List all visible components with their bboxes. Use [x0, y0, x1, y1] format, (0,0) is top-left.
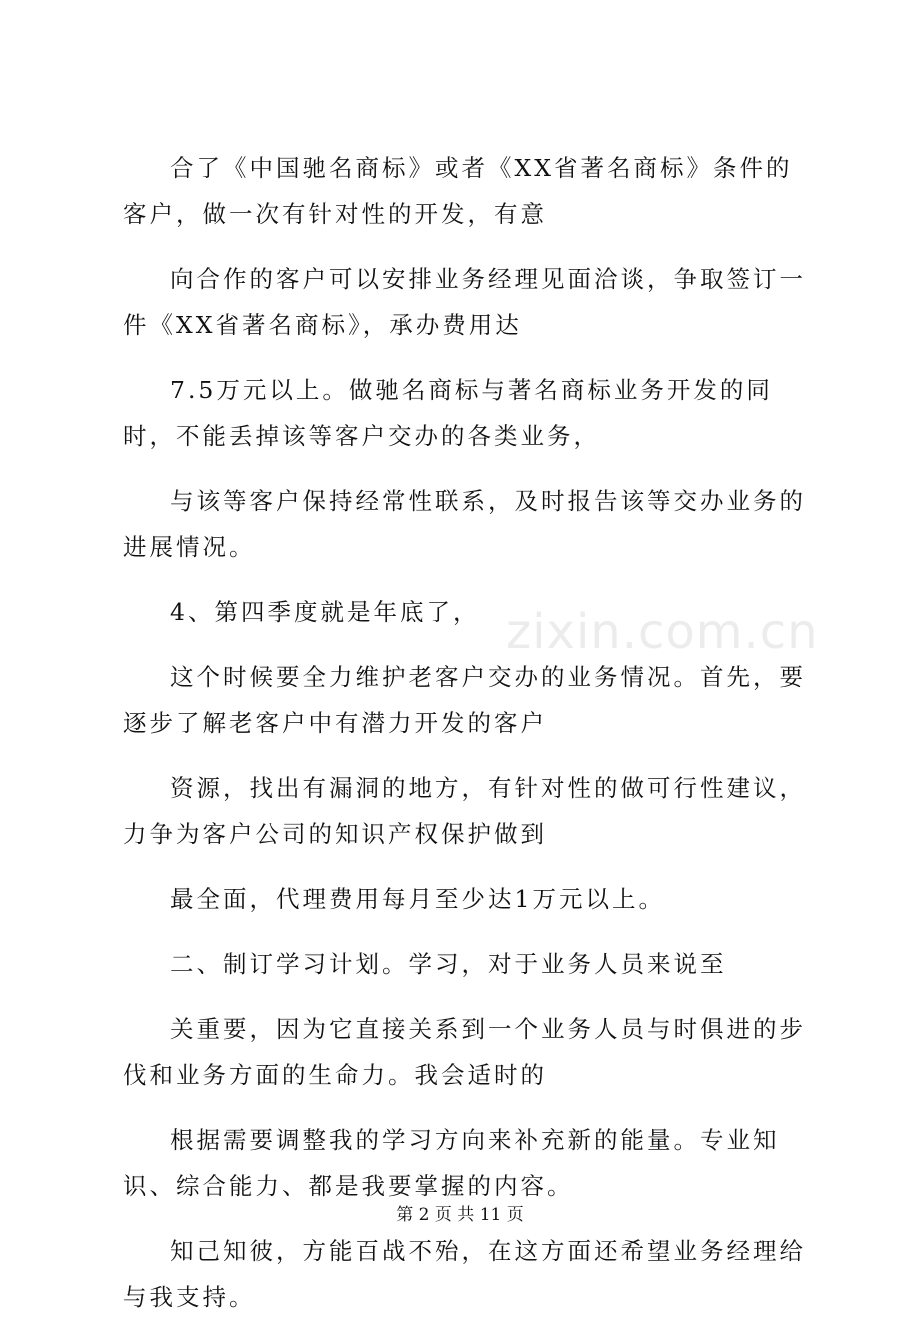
paragraph: 合了《中国驰名商标》或者《XX省著名商标》条件的客户，做一次有针对性的开发，有意: [123, 154, 793, 228]
paragraph: 根据需要调整我的学习方向来补充新的能量。专业知识、综合能力、都是我要掌握的内容。: [123, 1126, 780, 1200]
paragraph: 资源，找出有漏洞的地方，有针对性的做可行性建议，力争为客户公司的知识产权保护做到: [123, 774, 806, 848]
document-body: [123, 145, 813, 1339]
paragraph: 最全面，代理费用每月至少达1万元以上。: [170, 885, 665, 913]
paragraph: 二、制订学习计划。学习，对于业务人员来说至: [170, 950, 727, 978]
paragraph: 与该等客户保持经常性联系，及时报告该等交办业务的进展情况。: [123, 487, 806, 561]
paragraph: 这个时候要全力维护老客户交办的业务情况。首先，要逐步了解老客户中有潜力开发的客户: [123, 663, 806, 737]
watermark: zixin.com.cn: [506, 604, 819, 660]
paragraph: 向合作的客户可以安排业务经理见面洽谈，争取签订一件《XX省著名商标》，承办费用达: [123, 265, 806, 339]
paragraph: 知己知彼，方能百战不殆，在这方面还希望业务经理给与我支持。: [123, 1237, 806, 1311]
page-number-footer: 第 2 页 共 11 页: [396, 1205, 524, 1225]
paragraph: 关重要，因为它直接关系到一个业务人员与时俱进的步伐和业务方面的生命力。我会适时的: [123, 1015, 806, 1089]
paragraph: 7.5万元以上。做驰名商标与著名商标业务开发的同时，不能丢掉该等客户交办的各类业务，: [123, 376, 773, 450]
paragraph: 4、第四季度就是年底了，: [170, 598, 480, 626]
